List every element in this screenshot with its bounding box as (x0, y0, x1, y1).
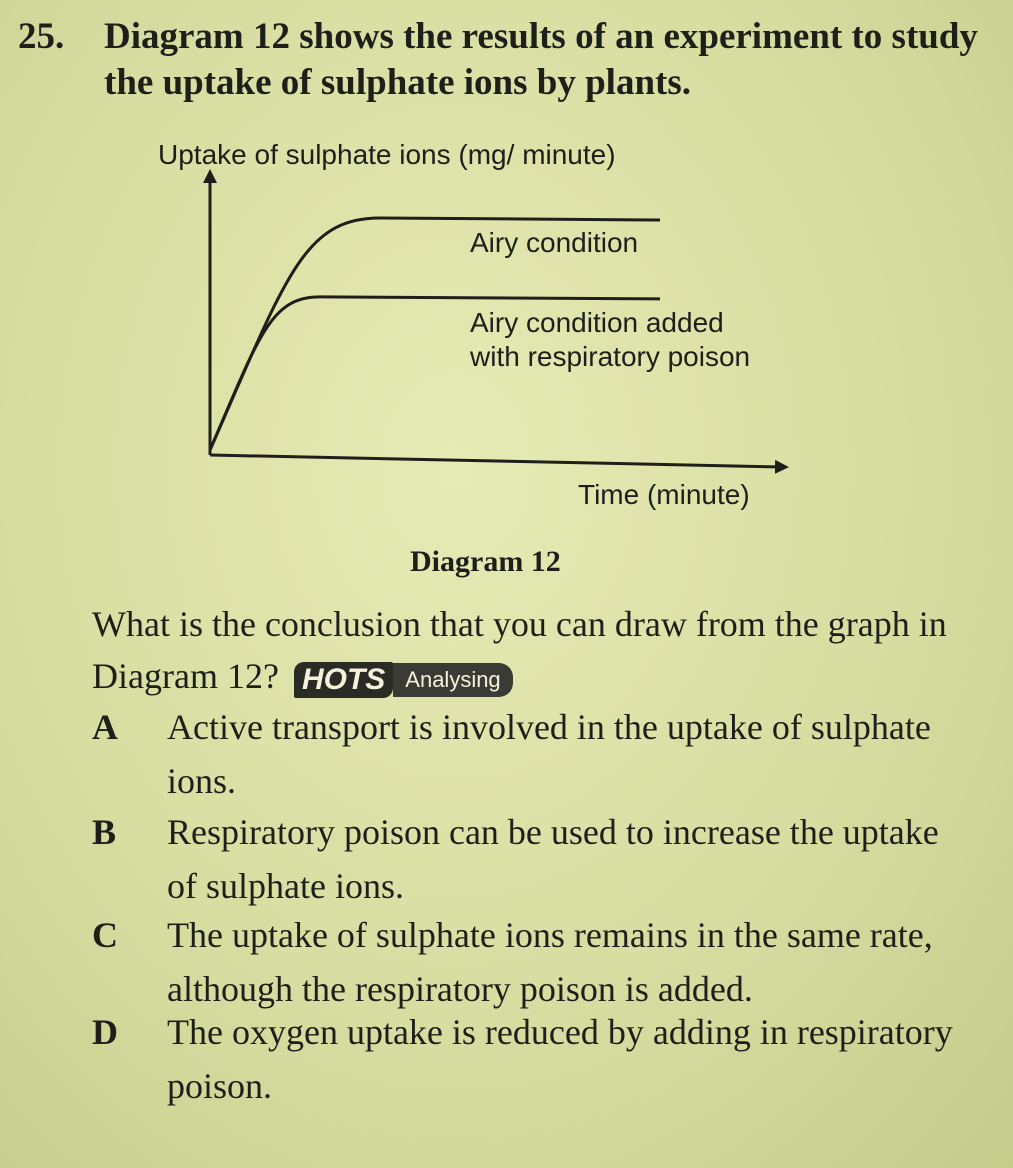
series-label-poison-line-1: Airy condition added (470, 307, 724, 338)
question-header (18, 14, 978, 103)
uptake-graph (150, 130, 810, 530)
question-number: 25. (18, 16, 65, 57)
hots-skill: Analysing (393, 663, 512, 697)
x-axis (210, 455, 782, 467)
series-label-poison-line-2: with respiratory poison (470, 341, 751, 372)
hots-tag: HOTS (294, 662, 393, 698)
stem-text: What is the conclusion that you can draw from the graph in Diagram 12? (92, 604, 947, 696)
question-stem (92, 598, 972, 702)
x-axis-label: Time (minute) (578, 479, 750, 510)
option-a-text: Active transport is involved in the uptake of sulphate ions. (167, 707, 931, 801)
option-c-text: The uptake of sulphate ions remains in the same rate, although the respiratory poison is added. (167, 915, 933, 1009)
series-label-poison (470, 306, 750, 374)
diagram-caption: Diagram 12 (410, 545, 561, 578)
hots-badge (294, 662, 513, 698)
option-a-letter: A (92, 707, 118, 747)
option-b-letter: B (92, 812, 117, 852)
option-d-text: The oxygen uptake is reduced by adding in respiratory poison. (167, 1012, 953, 1106)
series-label-airy: Airy condition (470, 227, 639, 258)
y-axis-label: Uptake of sulphate ions (mg/ minute) (158, 139, 616, 170)
option-b-text: Respiratory poison can be used to increase the uptake of sulphate ions. (167, 812, 939, 906)
option-d-letter: D (92, 1012, 118, 1052)
option-c-letter: C (92, 915, 118, 955)
question-text: Diagram 12 shows the results of an experiment to study the uptake of sulphate ions by plants. (104, 16, 978, 103)
